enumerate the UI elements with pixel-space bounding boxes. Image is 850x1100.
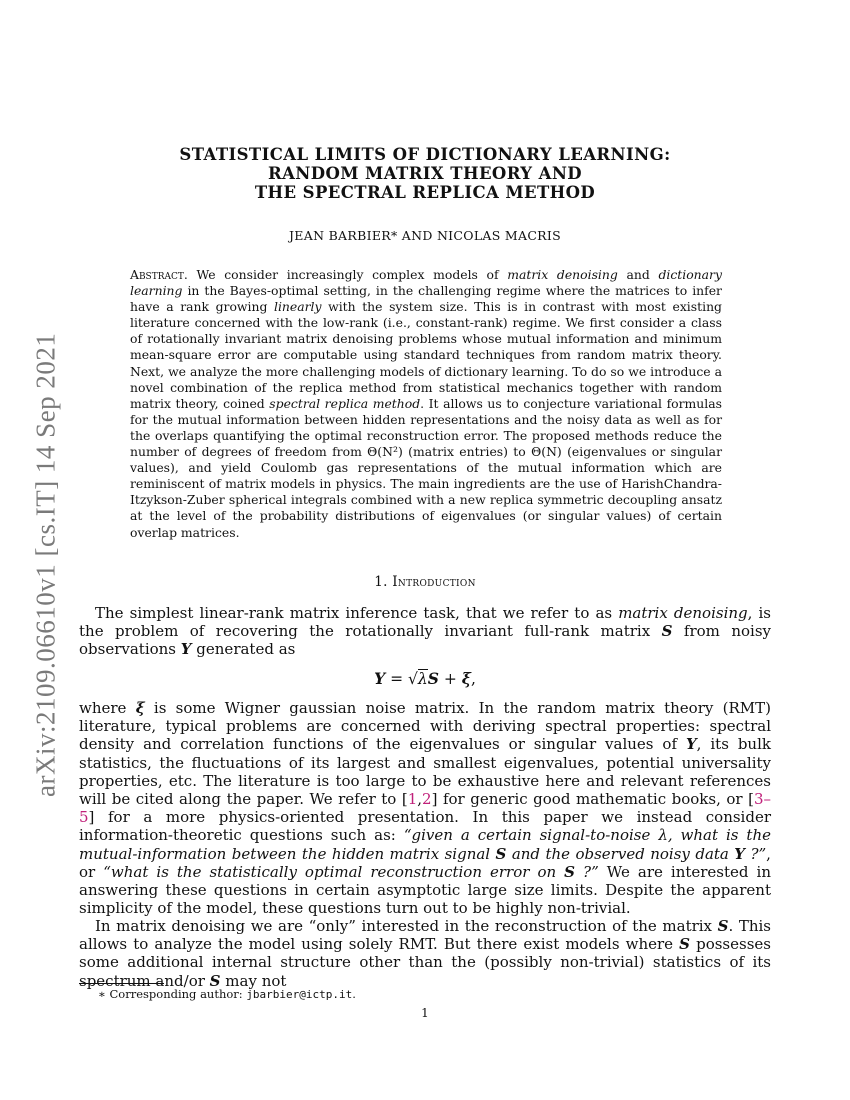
paragraph-text: . This allows to analyze the model using solely RMT. But there exist models where [79, 917, 771, 954]
paragraph-text: , [417, 790, 423, 809]
paragraph-text: is some Wigner gaussian noise matrix. In the random matrix theory (RMT) literature, typical problems are concerned with deriving spectral properties: spectral density and correlation functions of the eigenvalues or singular values of [79, 699, 771, 754]
paragraph-text: possesses some additional internal structure other than the (possibly non-trivial) statistics of its spectrum and/or [79, 935, 771, 990]
footnote-divider [79, 983, 164, 984]
abstract-emphasis: spectral replica method [269, 395, 421, 411]
paragraph-emphasis: matrix denoising [618, 604, 748, 622]
abstract [130, 267, 722, 541]
equation-operator: + [438, 670, 462, 688]
citation-link[interactable]: 1 [407, 790, 418, 809]
abstract-emphasis: linearly [274, 299, 322, 315]
matrix-symbol: S [717, 917, 729, 935]
matrix-symbol: S [495, 844, 507, 863]
abstract-label: Abstract. [130, 267, 188, 282]
paragraph-text: from noisy observations [79, 622, 771, 659]
paragraph-text: ] for a more physics-oriented presentation. In this paper we instead consider information-theoretic questions such as: [79, 808, 771, 845]
paragraph-text: We are interested in answering these questions in certain asymptotic large size limits. Despite the apparent simplicity of the model, these questions turn out to be highly non-trivial. [79, 862, 771, 918]
abstract-emphasis: matrix denoising [507, 267, 618, 282]
matrix-symbol: ξ [135, 699, 145, 717]
equation-symbol: ξ [461, 669, 471, 688]
footnote [98, 987, 356, 1001]
paragraph-text: , its bulk statistics, the fluctuations of its largest and smallest eigenvalues, potential universality properties, etc. The literature is too large to be exhaustive here and relevant references will be cited along the paper. We refer to [ [79, 735, 771, 809]
paragraph-text: , or [79, 844, 771, 881]
paragraph-1 [79, 604, 771, 659]
author-list: JEAN BARBIER* AND NICOLAS MACRIS [289, 228, 561, 243]
matrix-symbol: S [209, 971, 221, 990]
question-quote: ?” [583, 862, 599, 881]
title-line-1: STATISTICAL LIMITS OF DICTIONARY LEARNING: [179, 145, 671, 164]
paragraph-text: ] for generic good mathematic books, or [ [431, 790, 754, 809]
equation-operator: = [385, 670, 409, 688]
equation-model [79, 669, 771, 688]
paragraph-text: may not [225, 971, 287, 990]
paragraph-text: where [79, 699, 127, 717]
question-quote: “what is the statistically optimal reconstruction error on [103, 862, 557, 881]
abstract-emphasis: dictionary learning [130, 267, 722, 299]
paper-title [120, 145, 730, 202]
footnote-text: . [352, 987, 356, 1001]
abstract-text: with the system size. This is in contrast with most existing literature concerned with the low-rank (i.e., constant-rank) regime. We first consider a class of rotationally invariant matrix denoising problems whose mutual information and minimum mean-square error are computable using standard techniques from random matrix theory. Next, we analyze the more challenging models of dictionary learning. To do so we introduce a novel combination of the replica method from statistical mechanics together with random matrix theory, coined [130, 299, 722, 411]
paragraph-2 [79, 699, 771, 917]
paragraph-text: generated as [196, 640, 296, 659]
question-quote: ?” [750, 844, 767, 863]
paragraph-3 [79, 917, 771, 990]
equation-symbol: S [427, 669, 439, 688]
question-quote: and the observed noisy data [511, 844, 729, 863]
equation-symbol: Y [374, 669, 386, 688]
section-title: Introduction [392, 574, 476, 590]
section-number: 1. [374, 574, 388, 590]
citation-link[interactable]: 3–5 [79, 790, 771, 827]
equation-symbol: λ [417, 670, 428, 688]
abstract-text: We consider increasingly complex models of [196, 267, 499, 282]
paragraph-text: In matrix denoising we are “only” interested in the reconstruction of the matrix [95, 917, 713, 935]
paragraph-text: , is the problem of recovering the rotationally invariant full-rank matrix [79, 604, 771, 641]
abstract-text: . It allows us to conjecture variational formulas for the mutual information between hidden representations and the noisy data as well as for the overlaps quantifying the optimal reconstruction error. The proposed methods reduce the number of degrees of freedom from Θ(N²) (matrix entries) to Θ(N) (eigenvalues or singular values), and yield Coulomb gas representations of the mutual information which are reminiscent of matrix models in physics. The main ingredients are the use of HarishChandra-Itzykson-Zuber spherical integrals combined with a new replica symmetric decoupling ansatz at the level of the probability distributions of eigenvalues (or singular values) of certain overlap matrices. [130, 395, 722, 540]
matrix-symbol: Y [180, 640, 192, 659]
section-heading-introduction [120, 574, 730, 590]
matrix-symbol: S [679, 935, 690, 954]
citation-link[interactable]: 2 [422, 790, 432, 809]
title-line-2: RANDOM MATRIX THEORY AND [267, 164, 583, 183]
arxiv-identifier-stamp: arXiv:2109.06610v1 [cs.IT] 14 Sep 2021 [30, 332, 61, 798]
abstract-text: and [626, 267, 650, 282]
title-line-3: THE SPECTRAL REPLICA METHOD [254, 183, 596, 202]
equation-operator: , [470, 670, 476, 688]
matrix-symbol: Y [685, 735, 697, 754]
paragraph-text: The simplest linear-rank matrix inference task, that we refer to as [95, 604, 613, 622]
author-email-link[interactable]: jbarbier@ictp.it [246, 988, 353, 1001]
matrix-symbol: S [661, 622, 673, 641]
page-number: 1 [421, 1006, 429, 1020]
footnote-text: Corresponding author: [109, 987, 243, 1001]
abstract-text: in the Bayes-optimal setting, in the challenging regime where the matrices to infer have a rank growing [130, 283, 722, 315]
sqrt-sign: √ [408, 670, 418, 688]
matrix-symbol: S [564, 862, 576, 881]
footnote-mark: ∗ [98, 987, 106, 1001]
matrix-symbol: Y [734, 844, 746, 863]
question-quote: “given a certain signal-to-noise λ, what is the mutual-information between the hidden matrix signal [79, 826, 771, 863]
